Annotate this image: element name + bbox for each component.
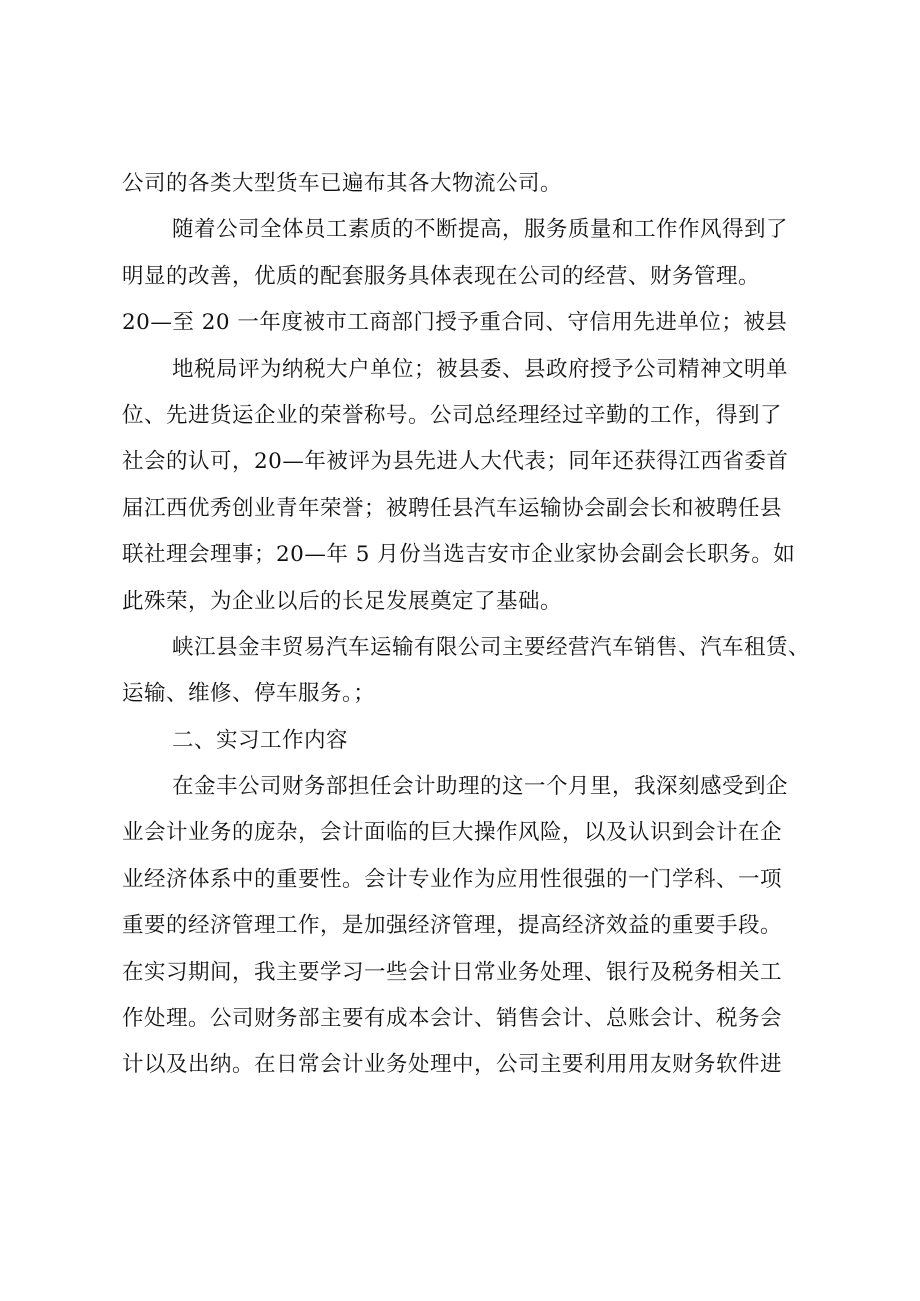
text-line: 作处理。公司财务部主要有成本会计、销售会计、总账会计、税务会 (122, 1006, 783, 1032)
text-line: 重要的经济管理工作，是加强经济管理，提高经济效益的重要手段。 (122, 913, 783, 939)
text-line: 此殊荣，为企业以后的长足发展奠定了基础。 (122, 588, 563, 614)
text-line: 地税局评为纳税大户单位；被县委、县政府授予公司精神文明单 (172, 356, 789, 382)
text-line: 计以及出纳。在日常会计业务处理中，公司主要利用用友财务软件进 (122, 1052, 783, 1078)
text-line: 在实习期间，我主要学习一些会计日常业务处理、银行及税务相关工 (122, 959, 783, 985)
text-line: 峡江县金丰贸易汽车运输有限公司主要经营汽车销售、汽车租赁、 (172, 634, 811, 660)
section-heading: 二、实习工作内容 (172, 727, 349, 753)
text-line: 20—至 20 一年度被市工商部门授予重合同、守信用先进单位；被县 (122, 310, 788, 336)
text-line: 运输、维修、停车服务。； (122, 681, 376, 707)
text-line: 位、先进货运企业的荣誉称号。公司总经理经过辛勤的工作，得到了 (122, 402, 783, 428)
text-line: 在金丰公司财务部担任会计助理的这一个月里，我深刻感受到企 (172, 774, 789, 800)
text-line: 届江西优秀创业青年荣誉；被聘任县汽车运输协会副会长和被聘任县 (122, 495, 783, 521)
text-line: 业经济体系中的重要性。会计专业作为应用性很强的一门学科、一项 (122, 866, 783, 892)
text-line: 明显的改善，优质的配套服务具体表现在公司的经营、财务管理。 (122, 263, 761, 289)
text-line: 联社理会理事；20—年 5 月份当选吉安市企业家协会副会长职务。如 (122, 542, 796, 568)
text-line: 社会的认可，20—年被评为县先进人大代表；同年还获得江西省委首 (122, 449, 789, 475)
body-text (122, 161, 822, 1089)
text-line: 业会计业务的庞杂，会计面临的巨大操作风险，以及认识到会计在企 (122, 820, 783, 846)
text-line: 随着公司全体员工素质的不断提高，服务质量和工作作风得到了 (172, 217, 789, 243)
text-line: 公司的各类大型货车已遍布其各大物流公司。 (122, 171, 563, 196)
